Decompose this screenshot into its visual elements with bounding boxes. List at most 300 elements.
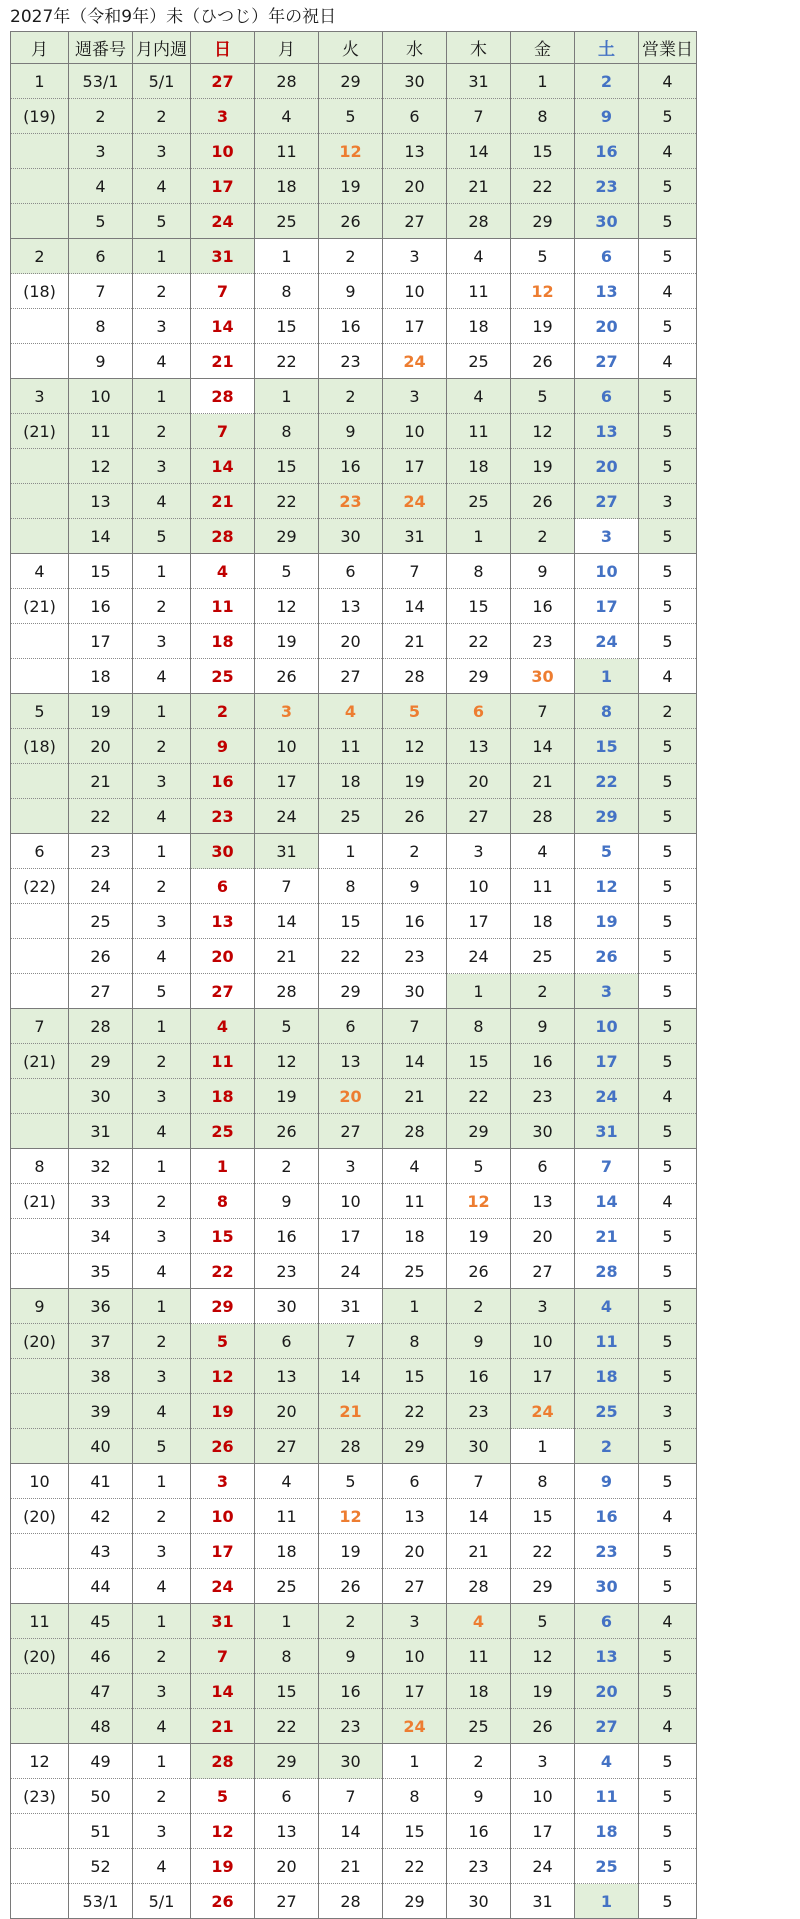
table-row <box>11 204 697 239</box>
day-cell-fri: 6 <box>511 1149 575 1184</box>
day-cell-tue: 18 <box>319 764 383 799</box>
week-number-cell: 23 <box>69 834 133 869</box>
business-days-cell: 5 <box>639 1289 697 1324</box>
day-cell-wed: 3 <box>383 379 447 414</box>
day-cell-sun: 29 <box>191 1289 255 1324</box>
business-days-cell: 5 <box>639 1359 697 1394</box>
table-row <box>11 134 697 169</box>
day-cell-wed: 14 <box>383 589 447 624</box>
day-cell-sun: 28 <box>191 519 255 554</box>
day-cell-sat: 13 <box>575 1639 639 1674</box>
day-cell-tue: 25 <box>319 799 383 834</box>
day-cell-sat: 18 <box>575 1359 639 1394</box>
day-cell-sun: 31 <box>191 1604 255 1639</box>
day-cell-thu: 8 <box>447 554 511 589</box>
day-cell-tue: 10 <box>319 1184 383 1219</box>
day-cell-sun: 18 <box>191 1079 255 1114</box>
table-row <box>11 344 697 379</box>
day-cell-thu: 22 <box>447 624 511 659</box>
day-cell-fri: 23 <box>511 624 575 659</box>
week-of-month-cell: 1 <box>133 1744 191 1779</box>
month-cell <box>11 1359 69 1394</box>
business-days-cell: 5 <box>639 1114 697 1149</box>
table-row <box>11 1079 697 1114</box>
table-row <box>11 1884 697 1919</box>
table-row <box>11 1604 697 1639</box>
day-cell-mon: 6 <box>255 1324 319 1359</box>
table-row <box>11 169 697 204</box>
day-cell-thu: 23 <box>447 1849 511 1884</box>
day-cell-wed: 29 <box>383 1884 447 1919</box>
month-cell: (21) <box>11 589 69 624</box>
month-cell: 12 <box>11 1744 69 1779</box>
week-of-month-cell: 2 <box>133 1044 191 1079</box>
table-row <box>11 659 697 694</box>
week-number-cell: 14 <box>69 519 133 554</box>
day-cell-fri: 20 <box>511 1219 575 1254</box>
business-days-cell: 3 <box>639 484 697 519</box>
day-cell-thu: 11 <box>447 1639 511 1674</box>
business-days-cell: 3 <box>639 1394 697 1429</box>
day-cell-sun: 22 <box>191 1254 255 1289</box>
business-days-cell: 5 <box>639 1464 697 1499</box>
day-cell-mon: 28 <box>255 64 319 99</box>
week-number-cell: 30 <box>69 1079 133 1114</box>
day-cell-sat: 20 <box>575 449 639 484</box>
business-days-cell: 5 <box>639 1254 697 1289</box>
day-cell-wed: 7 <box>383 1009 447 1044</box>
day-cell-thu: 9 <box>447 1324 511 1359</box>
day-cell-wed: 15 <box>383 1814 447 1849</box>
table-row <box>11 1184 697 1219</box>
day-cell-fri: 27 <box>511 1254 575 1289</box>
day-cell-sun: 17 <box>191 169 255 204</box>
table-row <box>11 1359 697 1394</box>
col-header-sunday: 日 <box>191 32 255 64</box>
day-cell-tue: 30 <box>319 1744 383 1779</box>
week-of-month-cell: 2 <box>133 869 191 904</box>
month-cell <box>11 449 69 484</box>
day-cell-mon: 6 <box>255 1779 319 1814</box>
day-cell-wed: 13 <box>383 1499 447 1534</box>
day-cell-thu: 4 <box>447 379 511 414</box>
day-cell-sat: 4 <box>575 1289 639 1324</box>
week-number-cell: 26 <box>69 939 133 974</box>
week-number-cell: 28 <box>69 1009 133 1044</box>
week-of-month-cell: 3 <box>133 764 191 799</box>
day-cell-fri: 22 <box>511 169 575 204</box>
day-cell-mon: 17 <box>255 764 319 799</box>
day-cell-fri: 14 <box>511 729 575 764</box>
day-cell-sun: 18 <box>191 624 255 659</box>
day-cell-thu: 4 <box>447 1604 511 1639</box>
day-cell-fri: 15 <box>511 134 575 169</box>
table-row <box>11 449 697 484</box>
day-cell-fri: 12 <box>511 414 575 449</box>
table-row <box>11 1394 697 1429</box>
week-of-month-cell: 3 <box>133 449 191 484</box>
day-cell-fri: 1 <box>511 64 575 99</box>
day-cell-wed: 14 <box>383 1044 447 1079</box>
table-row <box>11 869 697 904</box>
day-cell-sat: 9 <box>575 99 639 134</box>
business-days-cell: 5 <box>639 974 697 1009</box>
day-cell-sat: 31 <box>575 1114 639 1149</box>
header-row <box>11 32 697 64</box>
day-cell-fri: 17 <box>511 1359 575 1394</box>
week-number-cell: 15 <box>69 554 133 589</box>
day-cell-thu: 25 <box>447 344 511 379</box>
week-number-cell: 48 <box>69 1709 133 1744</box>
day-cell-wed: 7 <box>383 554 447 589</box>
month-cell: (18) <box>11 274 69 309</box>
day-cell-tue: 14 <box>319 1359 383 1394</box>
month-cell <box>11 1534 69 1569</box>
day-cell-sat: 8 <box>575 694 639 729</box>
day-cell-sun: 30 <box>191 834 255 869</box>
day-cell-mon: 26 <box>255 659 319 694</box>
day-cell-sat: 17 <box>575 589 639 624</box>
business-days-cell: 4 <box>639 659 697 694</box>
business-days-cell: 5 <box>639 309 697 344</box>
day-cell-tue: 5 <box>319 99 383 134</box>
day-cell-wed: 17 <box>383 1674 447 1709</box>
day-cell-fri: 19 <box>511 309 575 344</box>
table-row <box>11 1324 697 1359</box>
table-row <box>11 939 697 974</box>
week-of-month-cell: 3 <box>133 1079 191 1114</box>
day-cell-wed: 21 <box>383 624 447 659</box>
week-number-cell: 46 <box>69 1639 133 1674</box>
business-days-cell: 4 <box>639 344 697 379</box>
business-days-cell: 5 <box>639 1639 697 1674</box>
week-of-month-cell: 2 <box>133 1184 191 1219</box>
business-days-cell: 5 <box>639 554 697 589</box>
day-cell-fri: 30 <box>511 659 575 694</box>
week-number-cell: 32 <box>69 1149 133 1184</box>
day-cell-mon: 27 <box>255 1884 319 1919</box>
week-number-cell: 44 <box>69 1569 133 1604</box>
day-cell-wed: 1 <box>383 1289 447 1324</box>
day-cell-sat: 25 <box>575 1394 639 1429</box>
day-cell-sun: 9 <box>191 729 255 764</box>
day-cell-mon: 11 <box>255 1499 319 1534</box>
business-days-cell: 4 <box>639 274 697 309</box>
table-row <box>11 414 697 449</box>
day-cell-sat: 3 <box>575 974 639 1009</box>
day-cell-sat: 16 <box>575 1499 639 1534</box>
day-cell-thu: 9 <box>447 1779 511 1814</box>
day-cell-mon: 20 <box>255 1849 319 1884</box>
day-cell-fri: 22 <box>511 1534 575 1569</box>
month-cell: (20) <box>11 1324 69 1359</box>
week-number-cell: 49 <box>69 1744 133 1779</box>
day-cell-wed: 22 <box>383 1849 447 1884</box>
day-cell-mon: 1 <box>255 239 319 274</box>
day-cell-tue: 24 <box>319 1254 383 1289</box>
day-cell-mon: 29 <box>255 1744 319 1779</box>
day-cell-sat: 5 <box>575 834 639 869</box>
day-cell-tue: 27 <box>319 659 383 694</box>
day-cell-thu: 13 <box>447 729 511 764</box>
day-cell-mon: 15 <box>255 309 319 344</box>
business-days-cell: 5 <box>639 1744 697 1779</box>
day-cell-thu: 29 <box>447 659 511 694</box>
week-of-month-cell: 5 <box>133 204 191 239</box>
month-cell <box>11 624 69 659</box>
day-cell-mon: 21 <box>255 939 319 974</box>
day-cell-tue: 6 <box>319 554 383 589</box>
day-cell-tue: 16 <box>319 1674 383 1709</box>
day-cell-thu: 29 <box>447 1114 511 1149</box>
week-of-month-cell: 2 <box>133 729 191 764</box>
day-cell-wed: 10 <box>383 414 447 449</box>
day-cell-wed: 16 <box>383 904 447 939</box>
day-cell-fri: 29 <box>511 1569 575 1604</box>
day-cell-fri: 26 <box>511 344 575 379</box>
day-cell-sun: 15 <box>191 1219 255 1254</box>
day-cell-sat: 14 <box>575 1184 639 1219</box>
week-of-month-cell: 3 <box>133 904 191 939</box>
business-days-cell: 5 <box>639 1219 697 1254</box>
day-cell-sun: 2 <box>191 694 255 729</box>
week-of-month-cell: 1 <box>133 1149 191 1184</box>
day-cell-mon: 5 <box>255 1009 319 1044</box>
month-cell: (21) <box>11 414 69 449</box>
day-cell-mon: 12 <box>255 589 319 624</box>
day-cell-thu: 24 <box>447 939 511 974</box>
week-of-month-cell: 4 <box>133 484 191 519</box>
day-cell-tue: 26 <box>319 204 383 239</box>
day-cell-thu: 28 <box>447 1569 511 1604</box>
day-cell-wed: 30 <box>383 64 447 99</box>
day-cell-wed: 29 <box>383 1429 447 1464</box>
col-header-thursday: 木 <box>447 32 511 64</box>
day-cell-sun: 23 <box>191 799 255 834</box>
day-cell-thu: 30 <box>447 1429 511 1464</box>
day-cell-wed: 19 <box>383 764 447 799</box>
table-row <box>11 519 697 554</box>
day-cell-thu: 3 <box>447 834 511 869</box>
week-of-month-cell: 2 <box>133 414 191 449</box>
month-cell <box>11 1219 69 1254</box>
col-header-wednesday: 水 <box>383 32 447 64</box>
month-cell: 2 <box>11 239 69 274</box>
day-cell-thu: 15 <box>447 589 511 624</box>
month-cell <box>11 659 69 694</box>
day-cell-thu: 1 <box>447 974 511 1009</box>
month-cell <box>11 974 69 1009</box>
table-row <box>11 1464 697 1499</box>
day-cell-sun: 27 <box>191 974 255 1009</box>
day-cell-mon: 25 <box>255 204 319 239</box>
business-days-cell: 4 <box>639 134 697 169</box>
day-cell-tue: 20 <box>319 1079 383 1114</box>
day-cell-sat: 2 <box>575 1429 639 1464</box>
day-cell-tue: 31 <box>319 1289 383 1324</box>
day-cell-mon: 8 <box>255 1639 319 1674</box>
day-cell-fri: 19 <box>511 1674 575 1709</box>
week-of-month-cell: 3 <box>133 134 191 169</box>
col-header-tuesday: 火 <box>319 32 383 64</box>
week-of-month-cell: 3 <box>133 1219 191 1254</box>
day-cell-thu: 19 <box>447 1219 511 1254</box>
month-cell <box>11 1079 69 1114</box>
day-cell-fri: 4 <box>511 834 575 869</box>
business-days-cell: 4 <box>639 1184 697 1219</box>
business-days-cell: 5 <box>639 1324 697 1359</box>
day-cell-wed: 3 <box>383 1604 447 1639</box>
week-number-cell: 43 <box>69 1534 133 1569</box>
day-cell-mon: 8 <box>255 274 319 309</box>
day-cell-sun: 14 <box>191 1674 255 1709</box>
week-number-cell: 53/1 <box>69 64 133 99</box>
day-cell-sat: 19 <box>575 904 639 939</box>
business-days-cell: 5 <box>639 1009 697 1044</box>
week-of-month-cell: 1 <box>133 554 191 589</box>
day-cell-tue: 12 <box>319 1499 383 1534</box>
day-cell-thu: 18 <box>447 449 511 484</box>
week-of-month-cell: 5 <box>133 974 191 1009</box>
month-cell <box>11 309 69 344</box>
month-cell <box>11 764 69 799</box>
day-cell-sat: 27 <box>575 344 639 379</box>
table-row <box>11 799 697 834</box>
week-of-month-cell: 2 <box>133 589 191 624</box>
week-of-month-cell: 2 <box>133 1324 191 1359</box>
day-cell-sun: 7 <box>191 274 255 309</box>
col-header-friday: 金 <box>511 32 575 64</box>
day-cell-thu: 22 <box>447 1079 511 1114</box>
day-cell-tue: 7 <box>319 1779 383 1814</box>
day-cell-sun: 14 <box>191 309 255 344</box>
day-cell-fri: 17 <box>511 1814 575 1849</box>
month-cell <box>11 1849 69 1884</box>
week-of-month-cell: 5/1 <box>133 64 191 99</box>
table-row <box>11 1114 697 1149</box>
day-cell-fri: 12 <box>511 274 575 309</box>
day-cell-sat: 12 <box>575 869 639 904</box>
day-cell-sat: 13 <box>575 274 639 309</box>
day-cell-sun: 21 <box>191 484 255 519</box>
week-number-cell: 21 <box>69 764 133 799</box>
table-row <box>11 1219 697 1254</box>
day-cell-fri: 29 <box>511 204 575 239</box>
day-cell-fri: 25 <box>511 939 575 974</box>
day-cell-tue: 7 <box>319 1324 383 1359</box>
day-cell-sun: 20 <box>191 939 255 974</box>
week-number-cell: 24 <box>69 869 133 904</box>
month-cell <box>11 1429 69 1464</box>
month-cell <box>11 1884 69 1919</box>
day-cell-sun: 17 <box>191 1534 255 1569</box>
day-cell-fri: 12 <box>511 1639 575 1674</box>
day-cell-thu: 5 <box>447 1149 511 1184</box>
business-days-cell: 5 <box>639 1429 697 1464</box>
day-cell-thu: 15 <box>447 1044 511 1079</box>
day-cell-tue: 9 <box>319 1639 383 1674</box>
day-cell-sun: 5 <box>191 1324 255 1359</box>
day-cell-sat: 25 <box>575 1849 639 1884</box>
day-cell-mon: 16 <box>255 1219 319 1254</box>
week-of-month-cell: 3 <box>133 624 191 659</box>
day-cell-tue: 17 <box>319 1219 383 1254</box>
day-cell-thu: 25 <box>447 484 511 519</box>
month-cell <box>11 169 69 204</box>
table-row <box>11 1779 697 1814</box>
col-header-week-of-month: 月内週 <box>133 32 191 64</box>
day-cell-tue: 12 <box>319 134 383 169</box>
week-number-cell: 12 <box>69 449 133 484</box>
day-cell-sun: 7 <box>191 414 255 449</box>
day-cell-mon: 22 <box>255 484 319 519</box>
day-cell-fri: 8 <box>511 1464 575 1499</box>
day-cell-sat: 1 <box>575 659 639 694</box>
day-cell-fri: 9 <box>511 1009 575 1044</box>
table-row <box>11 1639 697 1674</box>
day-cell-fri: 10 <box>511 1779 575 1814</box>
day-cell-sat: 10 <box>575 554 639 589</box>
month-cell <box>11 134 69 169</box>
week-number-cell: 3 <box>69 134 133 169</box>
day-cell-tue: 2 <box>319 379 383 414</box>
business-days-cell: 5 <box>639 869 697 904</box>
day-cell-sat: 23 <box>575 1534 639 1569</box>
table-row <box>11 1254 697 1289</box>
day-cell-mon: 22 <box>255 344 319 379</box>
week-number-cell: 6 <box>69 239 133 274</box>
day-cell-sun: 14 <box>191 449 255 484</box>
table-row <box>11 589 697 624</box>
business-days-cell: 2 <box>639 694 697 729</box>
week-number-cell: 5 <box>69 204 133 239</box>
day-cell-sun: 1 <box>191 1149 255 1184</box>
day-cell-fri: 7 <box>511 694 575 729</box>
day-cell-mon: 24 <box>255 799 319 834</box>
week-number-cell: 7 <box>69 274 133 309</box>
week-number-cell: 29 <box>69 1044 133 1079</box>
table-row <box>11 1499 697 1534</box>
day-cell-sun: 12 <box>191 1814 255 1849</box>
week-number-cell: 9 <box>69 344 133 379</box>
day-cell-thu: 6 <box>447 694 511 729</box>
business-days-cell: 5 <box>639 834 697 869</box>
table-row <box>11 1289 697 1324</box>
week-of-month-cell: 5/1 <box>133 1884 191 1919</box>
week-of-month-cell: 4 <box>133 1394 191 1429</box>
day-cell-wed: 5 <box>383 694 447 729</box>
day-cell-fri: 5 <box>511 379 575 414</box>
day-cell-thu: 14 <box>447 1499 511 1534</box>
table-row <box>11 624 697 659</box>
day-cell-thu: 16 <box>447 1359 511 1394</box>
week-of-month-cell: 4 <box>133 799 191 834</box>
week-number-cell: 52 <box>69 1849 133 1884</box>
month-cell <box>11 799 69 834</box>
day-cell-thu: 30 <box>447 1884 511 1919</box>
day-cell-fri: 21 <box>511 764 575 799</box>
col-header-saturday: 土 <box>575 32 639 64</box>
day-cell-tue: 19 <box>319 1534 383 1569</box>
week-number-cell: 34 <box>69 1219 133 1254</box>
day-cell-tue: 11 <box>319 729 383 764</box>
day-cell-tue: 29 <box>319 974 383 1009</box>
day-cell-sat: 24 <box>575 624 639 659</box>
day-cell-sat: 10 <box>575 1009 639 1044</box>
business-days-cell: 5 <box>639 204 697 239</box>
day-cell-sun: 25 <box>191 659 255 694</box>
day-cell-thu: 10 <box>447 869 511 904</box>
